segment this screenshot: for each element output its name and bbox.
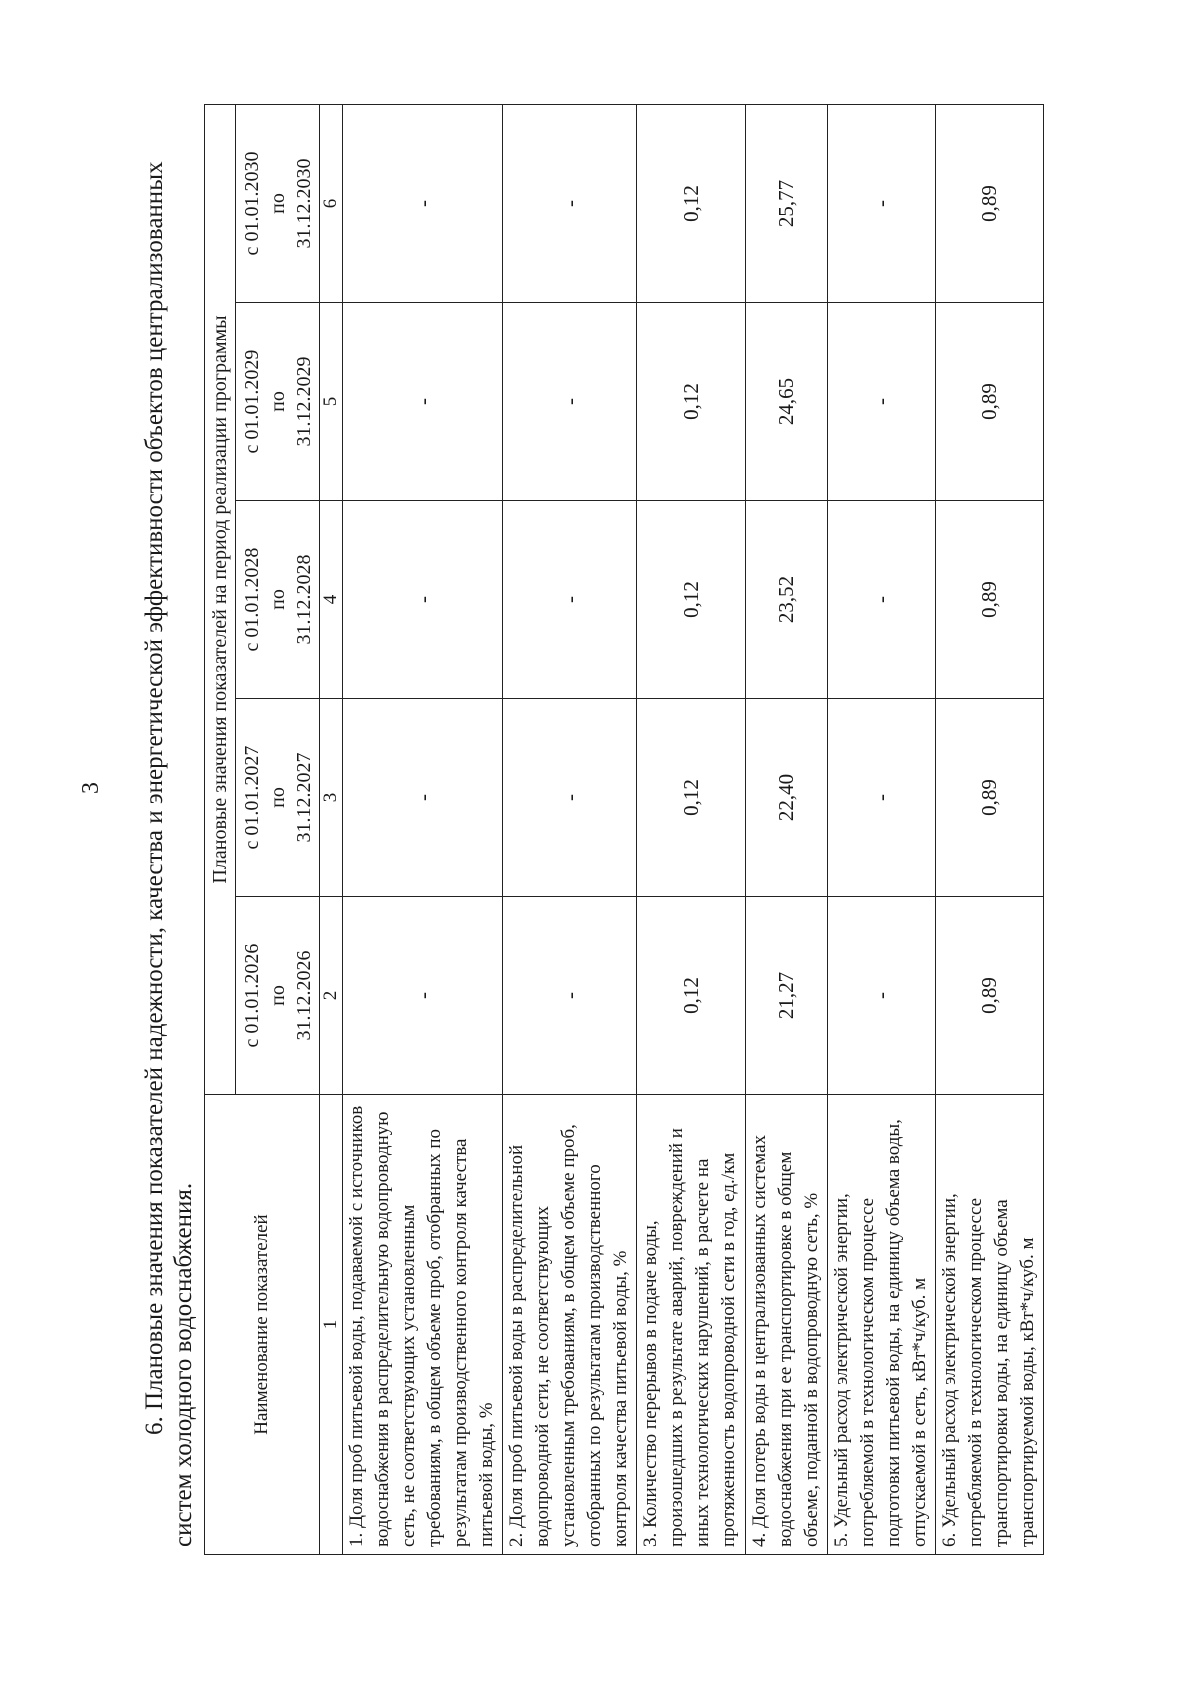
indicator-value: 0,89 [935, 501, 1043, 699]
column-number: 6 [320, 104, 343, 302]
indicators-table [204, 104, 1044, 1555]
indicator-value: - [343, 897, 503, 1095]
indicator-value: - [343, 501, 503, 699]
indicator-name: 6. Удельный расход электрической энергии, потребляемой в технологическом процессе транспортировки воды, на единицу объема транспортируемой воды, кВт*ч/куб. м [935, 1095, 1043, 1555]
indicator-value: 0,89 [935, 699, 1043, 897]
table-row [935, 104, 1043, 1554]
table-row [637, 104, 745, 1554]
indicator-value: 0,12 [637, 897, 745, 1095]
indicator-value: 24,65 [745, 303, 827, 501]
indicator-value: - [503, 501, 637, 699]
indicator-value: - [503, 897, 637, 1095]
period-header-2030: с 01.01.2030 по 31.12.2030 [236, 104, 320, 302]
indicator-value: 0,12 [637, 104, 745, 302]
table-row [745, 104, 827, 1554]
indicator-value: 0,89 [935, 897, 1043, 1095]
title-line-1: 6. Плановые значения показателей надежности, качества и энергетической эффективности объектов централизованных [141, 161, 168, 1435]
indicator-value: 0,12 [637, 303, 745, 501]
indicator-value: - [503, 104, 637, 302]
period-header-2026: с 01.01.2026 по 31.12.2026 [236, 897, 320, 1095]
indicator-value: 25,77 [745, 104, 827, 302]
indicator-name: 4. Доля потерь воды в централизованных системах водоснабжения при ее транспортировке в общем объеме, поданной в водопроводную сеть, % [745, 1095, 827, 1555]
indicator-name: 1. Доля проб питьевой воды, подаваемой с источников водоснабжения в распределительную водопроводную сеть, не соответствующих установленным требованиям, в общем объеме проб, отобранных по результатам производственного контроля качества питьевой воды, % [343, 1095, 503, 1555]
indicator-value: - [827, 699, 935, 897]
indicator-value: 0,12 [637, 501, 745, 699]
period-header-2029: с 01.01.2029 по 31.12.2029 [236, 303, 320, 501]
indicator-value: 0,89 [935, 303, 1043, 501]
name-column-header: Наименование показателей [205, 1095, 320, 1555]
indicator-value: - [827, 501, 935, 699]
table-row [827, 104, 935, 1554]
period-header-2027: с 01.01.2027 по 31.12.2027 [236, 699, 320, 897]
indicator-value: 23,52 [745, 501, 827, 699]
section-title [140, 107, 198, 1547]
page-number: 3 [78, 782, 104, 794]
indicator-value: - [343, 699, 503, 897]
column-number: 1 [320, 1095, 343, 1555]
indicator-name: 2. Доля проб питьевой воды в распределительной водопроводной сети, не соответствующих установленным требованиям, в общем объеме проб, отобранных по результатам производственного контроля качества питьевой воды, % [503, 1095, 637, 1555]
indicator-value: - [827, 897, 935, 1095]
column-number: 5 [320, 303, 343, 501]
title-line-2: систем холодного водоснабжения. [170, 1182, 197, 1547]
indicator-value: - [827, 104, 935, 302]
column-number: 4 [320, 501, 343, 699]
indicator-value: 21,27 [745, 897, 827, 1095]
indicator-value: 22,40 [745, 699, 827, 897]
indicator-value: - [343, 104, 503, 302]
indicator-name: 3. Количество перерывов в подаче воды, произошедших в результате аварий, повреждений и иных технологических нарушений, в расчете на протяженность водопроводной сети в год, ед./км [637, 1095, 745, 1555]
indicator-value: - [503, 303, 637, 501]
column-number: 2 [320, 897, 343, 1095]
indicator-value: - [503, 699, 637, 897]
indicator-value: 0,89 [935, 104, 1043, 302]
indicator-value: - [343, 303, 503, 501]
indicator-value: - [827, 303, 935, 501]
plan-values-group-header: Плановые значения показателей на период реализации программы [205, 104, 236, 1094]
period-header-2028: с 01.01.2028 по 31.12.2028 [236, 501, 320, 699]
indicator-value: 0,12 [637, 699, 745, 897]
table-row [343, 104, 503, 1554]
indicator-name: 5. Удельный расход электрической энергии, потребляемой в технологическом процессе подготовки питьевой воды, на единицу объема воды, отпускаемой в сеть, кВт*ч/куб. м [827, 1095, 935, 1555]
column-number: 3 [320, 699, 343, 897]
table-row [503, 104, 637, 1554]
